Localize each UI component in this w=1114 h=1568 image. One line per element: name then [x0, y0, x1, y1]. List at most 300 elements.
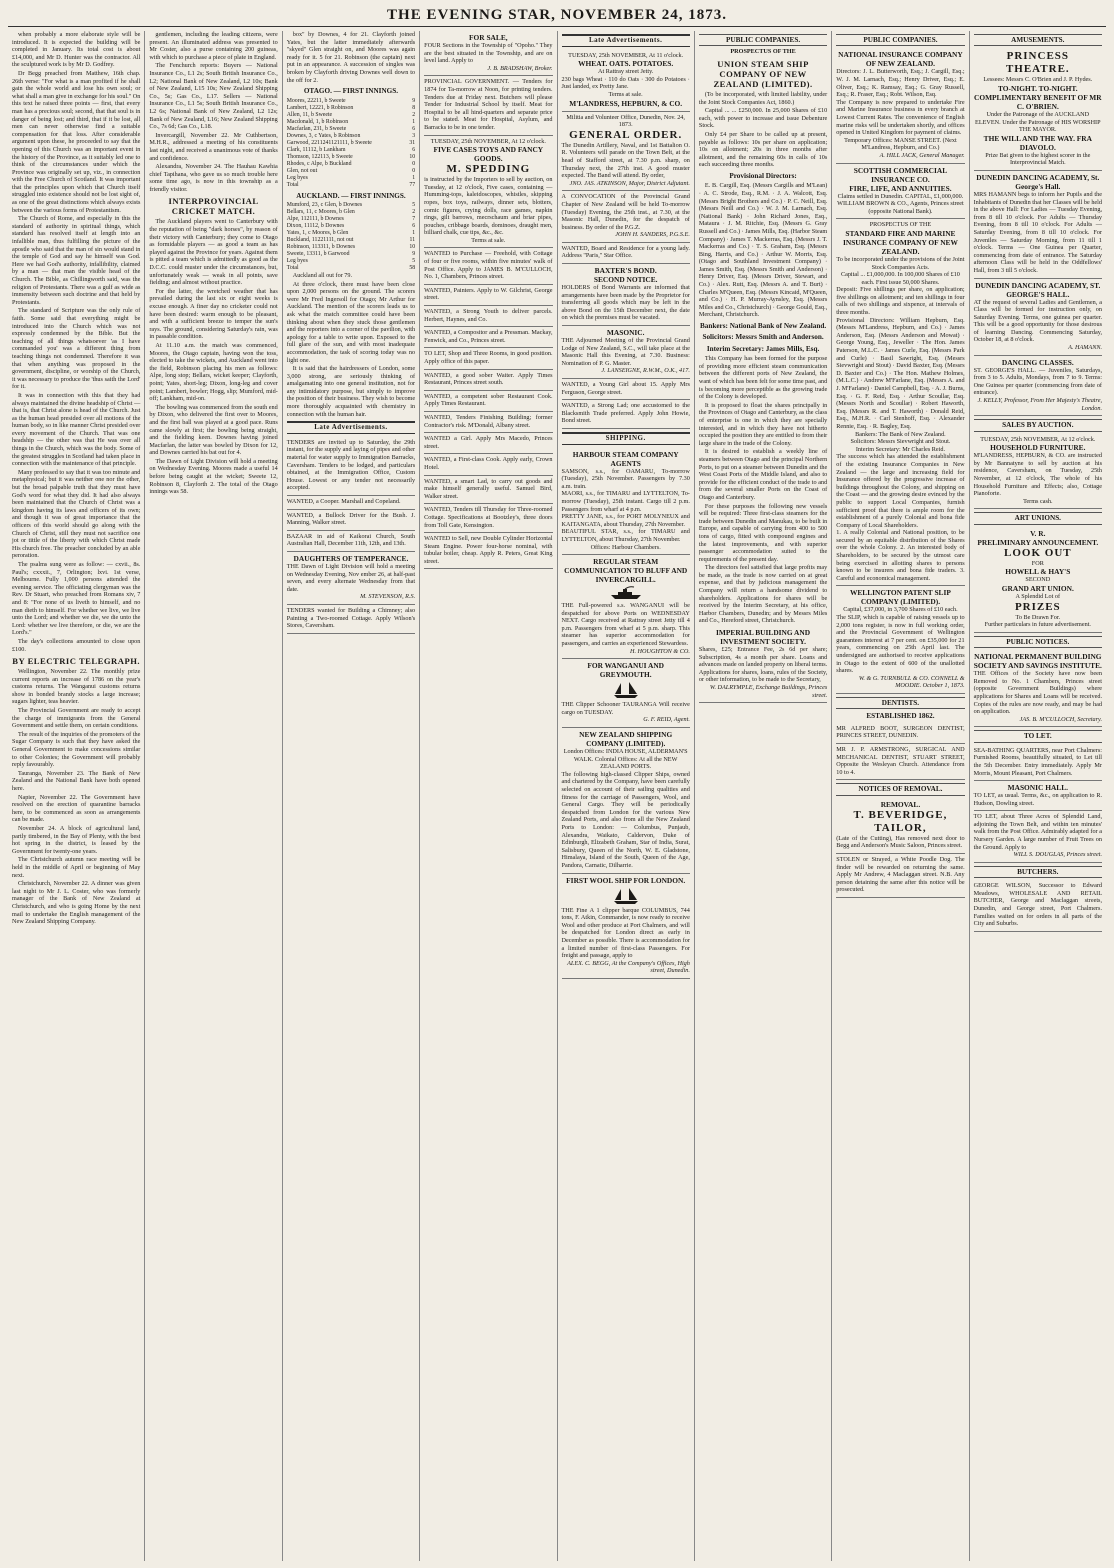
score-row [287, 258, 415, 265]
wanted-ad: WANTED, Tenders till Thursday for Three-roomed Cottage. Specifications at Bootzley's, three doors from Toll Gate, Kensington. [424, 504, 552, 533]
church-report [12, 31, 140, 653]
paragraph: gentlemen, including the leading citizens, were present. An illuminated address was presented to Mr Coster, also a purse containing 200 guineas, with which to purchase a piece of plate in England. [149, 31, 278, 61]
section-heading: AMUSEMENTS. [974, 34, 1102, 46]
paragraph: Christchurch, November 22. A dinner was given last night to Mr J. L. Coster, who was formerly manager of the Bank of New Zealand at Christchurch, and who is going Home by the next mail to undertake the English management of the New Zealand Shipping Company. [12, 880, 141, 926]
wool-ship-ad [562, 874, 690, 979]
established-line: ESTABLISHED 1862. [866, 712, 935, 721]
ad-body: The Company is now prepared to undertake Fire and Marine Insurance business in every branch at Lowest Current Rates. The convenience of English marine risks will be undertaken shortly, and offices opened in United Kingdom for payment of claims. [836, 98, 965, 137]
nz-shipping-ad [562, 728, 690, 874]
scottish-insurance-ad [836, 164, 964, 220]
directors-list: Directors: J. L. Butterworth, Esq.; J. Cargill, Esq.; W. J. M. Larnach, Esq.; Henry Driver, Esq.; E. Oliver, Esq.; K. Ramsay, Esq.; G. Gray Russell, Esq.; R. Fraser, Esq.; Robt. Wilson, Esq. [836, 68, 965, 99]
building-society-ad [974, 650, 1102, 727]
ad-title: DUNEDIN DANCING ACADEMY, ST. GEORGE'S HALL. [975, 280, 1101, 299]
batsman: Sweete, 13311, b Garwood [286, 250, 350, 257]
batsman: Garwood, 2211241121111, b Sweete [286, 139, 372, 146]
section-heading: PUBLIC COMPANIES. [699, 34, 827, 46]
tender-ad: TENDERS wanted for Building a Chimney; also Painting a Two-roomed Cottage. Apply Wilson's Stores, Caversham. [287, 605, 415, 634]
section-heading: TO LET. [974, 730, 1102, 742]
paragraph: It was in connection with this that they had always maintained the divine headship of Christ — that is, that Christ alone is head of the Church. Just as the human head presided over all motions of the human body, so in like manner Christ presided over every movement of the Church. That was one headship — the other was that He was over all things in the Church, which was the body. Some of the greatest struggles in Scotland had taken place in connection with the maintenance of that principle. [12, 391, 141, 468]
prospectus-label: PROSPECTUS OF THE [869, 221, 932, 229]
batsman: Rhodes, c Alpe, b Buckland [286, 160, 352, 167]
columns [8, 31, 1106, 1561]
paragraph: The result of the inquiries of the promoters of the Sugar Company is such that they have asked the General Government to make concessions similar to other Colonies; the Government will probably reply favourably. [12, 730, 141, 769]
batsman: Macfarlan, 231, b Sweete [286, 125, 347, 132]
wanted-ad: WANTED, Board and Residence for a young lady. Address "Paris," Star Office. [562, 243, 690, 264]
ad-body: A CONVOCATION of the Provincial Grand Chapter of New Zealand will be held To-morrow (Tuesday) Evening, the 25th inst., at 7.30, at the Masonic Hall, Dunedin, for the despatch of business. By order of the P.G.Z. [561, 193, 690, 231]
sailing-notice: SAMSON, s.s., for OAMARU, To-morrow (Tuesday), 25th November. Passengers by 7.30 a.m. train. [561, 467, 690, 490]
score-row [287, 216, 415, 223]
harbour-steam-ad [562, 448, 690, 556]
batsman: Macdonald, 1, b Robinson [286, 118, 349, 125]
art-union-ad [974, 527, 1102, 633]
second-word: SECOND [1025, 576, 1051, 584]
paragraph: when probably a more elaborate style will be introduced. It is expected the building will be completed in January. Its total cost is about £14,000, and Mr D. Hunter was the contractor. All the sculptured work is by Mr D. Godfrey. [12, 31, 141, 69]
ad-body: THE Clipper Schooner TAURANGA Will receive cargo on TUESDAY. [561, 701, 690, 716]
paragraph: The Provincial Government are ready to accept the charge of immigrants from the General Government and settle them, on certain conditions. [12, 707, 141, 730]
runs: 7 [412, 215, 416, 222]
dentist-ad: MR J. P. ARMSTRONG, SURGICAL AND MECHANICAL DENTIST, STUART STREET, Opposite the Wesleyan Church. Attendance from 10 to 4. [836, 744, 964, 780]
batsman: Total [286, 181, 299, 188]
prospectus-label: PROSPECTUS OF THE [730, 48, 796, 56]
runs: 5 [412, 257, 416, 264]
masthead-rule [8, 26, 1106, 27]
standard-insurance-ad [836, 219, 964, 586]
provincial-government-ad: PROVINCIAL GOVERNMENT. — Tenders for 1874 for Ta-morrow at Noon, for printing tenders. Tenders due at Friday next. Butchers will please Tender for Industrial School by itself. Meat for Hospital to be all hind-quarters and separate price to be stated. Meat for Hospital, Asylum, and Barracks to be in one tender. [424, 76, 552, 135]
ad-offices: London Offices: INDIA HOUSE, ALDERMAN'S WALK. Colonial Offices: At all the NEW ZEALAND PORTS. [563, 748, 688, 771]
for-word: FOR [1031, 559, 1044, 567]
ad-body: is instructed by the Importers to sell by auction, on Tuesday, at 12 o'clock, Five cases, containing — Humming-tops, kaleidoscopes, whistles, skipping ropes, box toys, railways, dinner sets, blotters, comic figures, crying dolls, race games, napkin rings, gilt barrows, mecrschaum and briar pipes, pouches, cribbage boards, dominoes, draught men, billiard chalk, cue tips, &c., &c. [424, 176, 553, 237]
masonic-ad [562, 326, 690, 379]
ad-terms: Deposit: Five shillings per share, on application; five shillings on allotment; and ten shillings in four calls of two shillings and sixpence, at intervals of three months. [836, 286, 965, 317]
royal-cipher: V. R. [1030, 528, 1046, 538]
ad-title: MASONIC HALL. [1007, 783, 1068, 793]
firm-name: M'LANDRESS, HEPBURN, & CO. [569, 98, 683, 108]
section-heading: NOTICES OF REMOVAL. [836, 783, 964, 795]
sailing-ship-icon [611, 681, 641, 699]
paragraph: It is proposed to float the shares principally in the Provinces of Otago and Canterbury, as the class of enterprise is one in which they are specially interested, and in which they have not hitherto occupied the position they are entitled to from their large share in the trade of the Colony. [698, 401, 828, 447]
bankers: Bankers: National Bank of New Zealand. [699, 322, 827, 331]
wanted-ad: WANTED, a Cooper. Marshall and Copeland. [287, 496, 415, 510]
batsman: Mumford, 23, c Glen, b Downes [286, 201, 363, 208]
paragraph: The Auckland players went to Canterbury with the reputation of being "dark horses", by reason of their victory with Canterbury; they come to Otago as formidable players — as good a team as has played against the Province for years. Against them is pitted a team which is admittedly as good as the D.C.C. could muster under the circumstances, but, unfortunately weak — weak in all points, save fielding; and almost without practice. [149, 218, 278, 287]
column-7 [831, 31, 968, 1561]
runs: 58 [409, 264, 416, 271]
sailing-notice: PRETTY JANE, s.s., for PORT MOLYNEUX and KAITANGATA, about Thursday, 27th November. [561, 513, 690, 528]
ad-signature: A. HILL JACK, General Manager. [879, 151, 965, 159]
ad-signature: WILLIAM BROWN & CO., Agents, Princes street (opposite National Bank). [837, 200, 964, 215]
solicitors: Solicitors: Messrs Sievwright and Stout. [850, 438, 951, 446]
secretary: Interim Secretary: Mr Charles Reid. [855, 445, 946, 453]
capital-line: Capital ... £1,000,000. In 100,000 Shares of £10 each. First issue 50,000 Shares. [840, 271, 960, 286]
ad-body: The success which has attended the establishment of the existing Insurance Companies in New Zealand — the large and increasing field for Insurance offered by the progressive increase of buildings throughout the Colony, and shipping on the Coast — and the growing desire evinced by the public to support Local Companies, furnish sufficient proof that there is ample room for the establishment of a purely Colonial and bona fide Company of Local Shareholders. [836, 453, 965, 529]
paragraph: Many professed to say that it was too minute and metaphysical; but it was neither one nor the other, but the broad palpable truth that they must have God's word for what they did. It had also always been maintained that the Church of Christ was a kingdom having its laws and officers of its own; and though it was of great importance that the officers of this world should go along with the Church of Christ, still they must not sacrifice one jot or tittle of the liberty with which Christ made His church free. The preacher concluded by an able peroration. [12, 468, 141, 560]
grand-line: GRAND ART UNION. [1001, 583, 1074, 593]
ad-signature: M. STEVENSON, R.S. [360, 593, 416, 601]
firm-name: HOWELL & HAY'S [1005, 567, 1071, 577]
ad-title: FIVE CASES TOYS AND FANCY GOODS. [433, 145, 544, 164]
auctioneer-name: M. SPEDDING [446, 163, 531, 176]
directors-list: E. B. Cargill, Esq. (Messrs Cargills and M'Lean) · A. C. Strode, Esq., R.M. · J. A. Walcott, Esq. (Messrs Bright Brothers and Co.) · P. C. Neill, Esq. (Messrs Neill and Co.) · W. J. M. Larnach, Esq. (National Bank) · John Richard Jones, Esq., Mataura · J. M. Ritchie, Esq. (Messrs G. Gray Russell and Co.) · James Mills, Esq. (Harbor Steam Company) · James T. Mackerras, Esq. (Messrs J. T. Mackerras and Co.) · T. S. Graham, Esq. (Messrs Bing, Harris, and Co.) · Arthur W. Morris, Esq. (Otago and Southland Investment Company) · James Smith, Esq. (Messrs Smith and Anderson) · Henry Driver, Esq. (Messrs Driver, Stewart, and Co.) · Alex. Rutt, Esq. (Messrs A. and T. Burt) · Charles M'Queen, Esq. (Messrs Kincaid, M'Queen, and Co.) · H. P. Murray-Aynsley, Esq. (Messrs Miles and Co., Christchurch) · George Gould, Esq., Merchant, Christchurch. [698, 182, 828, 319]
score-row [287, 105, 415, 112]
dancing-academy-ad [974, 279, 1102, 356]
produce-sale-ad [562, 50, 690, 112]
ad-signature: W. DALRYMPLE, Exchange Buildings, Princes street. [709, 684, 828, 699]
ad-terms: Terms cash. [1023, 497, 1053, 505]
ad-signature: H. HOUGHTON & CO. [629, 647, 690, 655]
score-row [287, 112, 415, 119]
ad-title: BAXTER'S BOND. [594, 266, 657, 276]
steamship-icon [609, 586, 643, 600]
batsman: Allen, 11, b Sweete [286, 111, 333, 118]
auction-date: TUESDAY, 25th NOVEMBER, At 12 o'clock. [430, 137, 546, 145]
ad-title: T. BEVERIDGE, TAILOR, [853, 808, 948, 834]
score-row [287, 168, 415, 175]
wanted-ad: WANTED, a Young Girl about 15. Apply Mrs Ferguson, George street. [562, 379, 690, 400]
play-title: THE WILL AND THE WAY. FRA DIAVOLO. [983, 133, 1092, 152]
wanted-ad: WANTED, a Strong Youth to deliver parcels. Herbert, Haynes, and Co. [424, 306, 552, 327]
batsman: Bellars, 11, c Moores, b Glen [286, 208, 355, 215]
for-sale-ad [424, 31, 552, 76]
theatre-ad [974, 48, 1102, 171]
capital-line: Capital, £37,000, in 3,700 Shares of £10 each. [843, 606, 958, 614]
ad-title: GENERAL ORDER. [569, 128, 683, 141]
batsman: Glen, not out [286, 167, 318, 174]
section-heading: BUTCHERS. [974, 866, 1102, 878]
wanted-ad: WANTED a Girl. Apply Mrs Macedo, Princes street. [424, 433, 552, 454]
ad-title: PRINCESS THEATRE. [1005, 50, 1070, 76]
ad-title: HARBOUR STEAM COMPANY AGENTS [572, 449, 679, 468]
ad-title: FOR SALE, [469, 33, 508, 42]
score-row [287, 237, 415, 244]
directors-list: Provisional Directors: William Hepburn, Esq. (Messrs M'Landress, Hepburn, and Co.) · James Anderson, Esq. (Messrs Anderson and Mowat) · George Young, Esq., Jeweller · The Hon. James Paterson, M.L.C. · James Curle, Esq. (Messrs Park and Curle) · Basil Sawright, Esq. (Messrs Sievwright and Stout) · David Baxter, Esq. (Messrs D. Baxter and Co.) · The Hon. Mathew Holmes, (M.L.C.) · Andrew M'Farlane, Esq. (Messrs A. and J. M'Farlane) · Daniel Campbell, Esq. · A. J. Burns, Esq. · G. F. Reid, Esq. · Arthur Scoullar, Esq. (Messrs North and Scoullar) · Robert Haworth, Esq. (Messrs R. and T. Haworth) · Donald Reid, Esq., M.H.R. · Carl Stenhoff, Esq. · Alexander Rennie, Esq. · R. Bagley, Esq. [836, 316, 965, 430]
ad-body: Shares, £25; Entrance Fee, 2s 6d per share; Subscription, 4s a month per share. Loans and advances made on landed property on liberal terms. Applications for shares, loans, rules of the Society, or other information, to be made to the Secretary, [698, 646, 828, 684]
batsman: Lambert, 12221, b Robinson [286, 104, 354, 111]
ad-title: NEW ZEALAND SHIPPING COMPANY (LIMITED). [579, 730, 673, 749]
telegraph-news [12, 668, 140, 926]
paragraph: The Church of Rome, and especially in this the standard of authority in spiritual things, which standard has resolved itself at length into an infallible man, thus fulfilling the picture of the apostle who said that the man of sin would stand in the temple of God and say he himself was God. Here we had God's authority, infallibility, claimed by a man — that man the visible head of the Church. The Bible, as Chillingworth said, was the religion of Protestants. There was a gulf as wide as immensity between such doctrine and that held by Protestants. [12, 215, 141, 306]
ad-signature: ALEX. C. BEGG, At the Company's Offices, High street, Dunedin. [567, 959, 690, 975]
to-let-ad [974, 811, 1102, 863]
ad-title: NATIONAL INSURANCE COMPANY OF NEW ZEALAND. [838, 50, 963, 69]
ad-signature: JAS. B. M'CULLOCH, Secretary. [1019, 715, 1102, 723]
cricket-heading: INTERPROVINCIAL CRICKET MATCH. [168, 196, 259, 217]
ad-title: NATIONAL PERMANENT BUILDING SOCIETY AND SAVINGS INSTITUTE. [973, 652, 1102, 671]
ad-title: DAUGHTERS OF TEMPERANCE. [293, 553, 409, 563]
ad-body: TO LET, about Three Acres of Splendid Land, adjoining the Town Belt, and within ten minutes' walk from the Post Office. Admirably adapted for a Nursery Garden. A large number of Fruit Trees on the Ground. Apply to [973, 813, 1102, 851]
bankers: Bankers: The Bank of New Zealand. [855, 430, 946, 438]
paragraph: Alexandra, November 24. The Hauhau Kawhia chief Tapihana, who gave us so much trouble here some time ago, is now in this township as a friendly visitor. [149, 163, 278, 193]
runs: 5 [412, 201, 416, 208]
solicitors: Solicitors: Messrs Smith and Anderson. [702, 333, 824, 342]
paragraph: The directors feel satisfied that large profits may be made, as the trade is now carried on at great expense, and that by judicious management the Company will return a handsome dividend to shareholders. Applications for shares will be received by the Interim Secretary, at his office, Harbor Chambers, Dunedin; and by Messrs Miles and Co., Hereford street, Christchurch. [698, 564, 828, 625]
column-4 [419, 31, 556, 1561]
runs: 1 [412, 174, 416, 181]
ad-subtitle: REMOVAL. [880, 799, 921, 809]
score-row [287, 147, 415, 154]
runs: 9 [412, 250, 416, 257]
paragraph: This Company has been formed for the purpose of providing more efficient steam communication between the different ports of New Zealand, the want of which has been felt for some time past, and is becoming more perceptible as the growing trade of the Colony is developed. [698, 355, 828, 401]
paragraph: The day's collections amounted to close upon £100. [12, 637, 141, 653]
column-5 [557, 31, 694, 1561]
runs: 6 [412, 146, 416, 153]
ad-body: (Late of the Cutting), Has removed next door to Begg and Anderson's Music Saloon, Princes street. [836, 834, 965, 850]
patent-slip-ad [836, 586, 964, 694]
splendid-line: A Splendid Lot of [1015, 592, 1061, 600]
ad-title: HOUSEHOLD FURNITURE. [990, 443, 1086, 453]
runs: 31 [409, 139, 416, 146]
ad-body: ST. GEORGE'S HALL. — Juveniles, Saturdays, from 3 to 5. Adults, Mondays, from 7 to 9. Terms: One Guinea per quarter (commencing from date of entrance). [973, 366, 1102, 397]
score-row [287, 209, 415, 216]
bond-notice-ad [562, 264, 690, 326]
batsman: Total [286, 264, 299, 271]
further-line: Further particulars in future advertisement. [984, 621, 1091, 629]
runs: 3 [412, 132, 416, 139]
paragraph: The Christchurch autumn race meeting will be held in the middle of April or beginning of May next. [12, 856, 141, 879]
batsman: Buckland, 11221111, not out [286, 236, 354, 243]
section-heading: PUBLIC NOTICES. [974, 636, 1102, 648]
auction-ad [424, 136, 552, 249]
paragraph: Only £4 per Share to be called up at present, payable as follows: 10s per share on application; 10s on allotment; 20s in three months after allotment, and the remaining 60s in calls of 10s each succeeding three months. [698, 130, 828, 169]
ad-signature: WILL S. DOUGLAS, Princes street. [1013, 851, 1102, 859]
sale-date: TUESDAY, 25th NOVEMBER, At 11 o'clock. [568, 51, 684, 59]
late-ads-heading: Late Advertisements. [562, 34, 690, 47]
sailing-notice: MAORI, s.s., for TIMARU and LYTTELTON, To-morrow (Tuesday), 25th instant. Cargo till 2 p.m. Passengers from wharf at 4 p.m. [561, 490, 690, 513]
ad-title: PRELIMINARY ANNOUNCEMENT. [977, 537, 1099, 547]
paragraph: The psalms sung were as follow: — cxvii., 8s. Paul's; cxxxii., 7, Orlington; lxvi. 1st verse, Melbourne. Fully 1,000 persons attended the evening service. The officiating clergyman was the Rev. Dr Stuart, who preached from Romans xiv, 7 and 8: "For none of us liveth to himself, and no man dieth to himself. For whether we live, we live unto the Lord; and whether we die, we die unto the Lord: whether we live therefore, or die, we are the Lord's." [12, 560, 141, 637]
wanted-ad: WANTED to Sell, new Double Cylinder Horizontal Steam Engine. Power four-horse nominal, with tubular boiler, cheap. Apply R. Peters, Great King street. [424, 533, 552, 569]
ad-signature: G. F. REID, Agent. [643, 716, 690, 724]
paragraph: Wellington, November 22. The monthly prize current reports an increase of 1786 on the year's customs returns. The Wanganui customs returns show in bonded brandy stocks a large increase; sugars lighter, teas heavier. [12, 668, 141, 706]
paragraph: It is desired to establish a weekly line of steamers between Otago and the principal Northern Ports, to put on a steamer between Dunedin and the West Coast Ports of the Middle Island, and also to provide for the efficient conduct of the trade to and from the several smaller Ports on the Coast of Otago and Canterbury. [698, 448, 828, 501]
runs: 10 [409, 243, 416, 250]
wanted-ad: WANTED to Purchase — Freehold, with Cottage of four or five rooms, within five minutes' walk of Post Office. Apply to JAMES B. M'CULLOCH, No. 1, Chambers, Princes street. [424, 248, 552, 284]
prize-line: Prize Bat given to the highest scorer in the Interprovincial Match. [985, 151, 1091, 167]
ad-dateline: Militia and Volunteer Office, Dunedin, Nov. 24, 1873. [566, 113, 685, 129]
paragraph: For these purposes the following new vessels will be required: Three first-class steamers for the trade between Dunedin and Manukau, to be built in Europe, and capable of carrying from 400 to 500 tons of cargo, fitted with compound engines and the latest improvements, and with superior passenger accommodation suited to the requirements of the present day. [698, 502, 828, 563]
score-row [287, 175, 415, 182]
telegraph-heading: BY ELECTRIC TELEGRAPH. [12, 656, 141, 667]
ad-title: DANCING CLASSES. [1001, 357, 1074, 367]
score-row [287, 133, 415, 140]
dentist-ad: MR ALFRED BOOT, SURGEON DENTIST, PRINCES STREET, DUNEDIN. [836, 723, 964, 744]
auction-date: TUESDAY, 25th NOVEMBER, At 12 o'clock. [980, 435, 1096, 443]
company-name: UNION STEAM SHIP COMPANY OF NEW ZEALAND (LIMITED). [713, 59, 813, 89]
lessees: Lessees: Messrs C. O'Brien and J. P. Hydes. [983, 76, 1093, 84]
masthead: THE EVENING STAR, NOVEMBER 24, 1873. [387, 7, 727, 23]
paragraph: The Fenchurch reports: Buyers — National Insurance Co., L1 2s; South British Insurance Co., L2; National Bank of New Zealand, L2 10s; Bank of New Zealand, L15 10s; New Zealand Shipping Co., 5s; Gas Co., L17. Sellers — National Insurance Co., L1 5s; South British Insurance Co., L2 6s; National Bank of New Zealand, L2 12s; Bank of New Zealand, L16; New Zealand Shipping Co., 7s 6d; Gas Co., L18. [149, 62, 278, 131]
ad-signature: JOHN H. SANDERS, P.G.S.E. [615, 231, 690, 239]
ad-signature: J. KELLY, Professor, From Her Majesty's Theatre, London. [977, 397, 1102, 412]
ad-title: SCOTTISH COMMERCIAL INSURANCE CO. [853, 165, 948, 184]
scorecard-auckland [287, 202, 415, 272]
sale-place: At Rattray street Jetty. [598, 68, 654, 76]
paragraph: Invercargill, November 22. Mr Cuthbertson, M.H.R., addressed a meeting of his constituents last night, and received a unanimous vote of thanks and confidence. [149, 131, 278, 162]
ad-signature: J. LANSEIGNE, R.W.M., O.K., 417. [601, 367, 690, 375]
imperial-society-ad [699, 626, 827, 703]
paragraph: Dr Begg preached from Matthew, 16th chap. 26th verse: "For what is a man profited if he shall gain the whole world and lose his own soul; or what shall a man give in exchange for his soul." On this text he raised three points — first, that every man has a precious soul; second, that that soul is in danger of being lost; and third, that if it be lost, all men can never otherwise find a suitable compensation for that loss. After considerable argument upon these, he proceeded to say that the opening of this Church was an important event in the history of the Province, as it suitably led one to think of the circumstances under which the Province was originally set up, viz., in connection with the Free Church of Scotland. It was important that the principles upon which that Church itself struggled into existence should not be lost sight of, as one of the great distinctions which always exists between the various forms of Protestantism. [12, 69, 141, 214]
ad-body: THE Offices of the Society have now been Removed to No. 1 Chambers, Princes street (opposite Government Buildings) where applications for Shares and Loans will be received. Copies of the rules are now ready, and may be had on application. [973, 670, 1102, 716]
wanted-ad: WANTED, a good sober Waiter. Apply Times Restaurant, Princes street south. [424, 370, 552, 391]
column-2 [144, 31, 281, 1561]
removal-ad [836, 798, 964, 854]
butcher-ad: GEORGE WILSON, Successor to Edward Meadows, WHOLESALE AND RETAIL BUTCHER, George and Maclaggan streets, Dunedin, and George street, Port Chalmers. Families waited on for orders in all parts of the City and Suburbs. [974, 880, 1102, 932]
prizes-line: PRIZES [1014, 600, 1061, 613]
ad-body: The SLIP, which is capable of raising vessels up to 2,000 tons register, is now in full working order, and the Provincial Government of Wellington guarantees interest at 7 per cent. on £35,000 for 21 years, commencing on 25th April last. The undersigned are authorised to receive applications in Otago to the extent of 600 of the unallotted shares. [836, 614, 965, 675]
runs: 6 [412, 125, 416, 132]
wanted-ad: WANTED, Tenders Finishing Building; former Contractor's risk. M'Donald, Albany street. [424, 412, 552, 433]
batsman: Yates, 1, c Moores, b Glen [286, 229, 349, 236]
greymouth-schooner-ad [562, 659, 690, 728]
tonight-line: TO-NIGHT. TO-NIGHT. [998, 84, 1078, 93]
ad-offices: Temporary Offices: MANSE STREET. (Next M'Landress, Hepburn, and Co.) [844, 136, 957, 152]
score-heading-auckland: AUCKLAND. — FIRST INNINGS. [296, 191, 406, 200]
paragraph: At three o'clock, there must have been close upon 2,000 persons on the ground. The scorers were Mr Fred Ingersoll for Otago; Mr Arthur for Auckland. The mention of the scorers leads us to ask what the match committee could have been thinking about when they stuck those gentlemen and the reporters into a corner of the pavilion, with apology for a table to write upon. Exposed to the full glare of the sun, and with most inadequate accommodation, the task of scoring today was no light one. [286, 280, 416, 364]
ad-subtitle: To be incorporated under the provisions of the Joint Stock Companies Acts. [836, 255, 965, 271]
ad-signature: W. & G. TURNBULL & CO. CONNELL & MOODIE. October 1, 1873. [858, 674, 965, 690]
ad-body: THE Fine A 1 clipper barque COLUMBUS, 744 tons, F. Atkin, Commander, is now ready to receive Wool and other produce at Port Chalmers, and will be despatched for London direct as early in December as possible. There is accommodation for a limited number of first-class Passengers. For freight and passage, apply to [561, 906, 690, 960]
temperance-ad [287, 552, 415, 605]
bazaar-ad: BAZAAR in aid of Kaikorai Church, South Australian Hall, December 11th, 12th, and 13th. [287, 531, 415, 552]
ad-body: Claims settled in Dunedin. CAPITAL, £1,000,000. [837, 192, 964, 200]
section-heading: SALES BY AUCTION. [974, 419, 1102, 431]
score-row [287, 202, 415, 209]
patronage-line: Under the Patronage of the AUCKLAND ELEVEN. Under the Patronage of HIS WORSHIP THE MAYOR. [975, 111, 1101, 134]
column-6 [694, 31, 831, 1561]
ad-title: IMPERIAL BUILDING AND INVESTMENT SOCIETY. [716, 628, 811, 647]
ad-body: THE Dawn of Light Division will hold a meeting on Wednesday Evening, Nov ember 26, at half-past seven, and every alternate Wednesday from that date. [286, 562, 416, 593]
paragraph: Tauranga, November 23. The Bank of New Zealand and the National Bank have both opened here. [12, 769, 141, 792]
paragraph: The bowling was commenced from the south end by Dixon, who delivered the first over to Moores, and the first ball was played at a good pace. Runs came slowly at first; the bowling being straight, and the fielding keen. Downes having joined Macfarlan, the latter was bowled by Dixon for 12, and Downes carried his bat out for 4. [149, 403, 278, 457]
convocation-ad [562, 191, 690, 243]
masonic-hall-ad [974, 781, 1102, 811]
score-row [287, 98, 415, 105]
wanted-ad: WANTED, Painters. Apply to W. Gilchrist, George street. [424, 285, 552, 306]
wanted-ad: WANTED, a smart Lad, to carry out goods and make himself generally useful. Samuel Bird, Walker street. [424, 476, 552, 505]
furniture-auction-ad [974, 434, 1102, 510]
paragraph: It is said that the hairdressers of London, some 3,000 strong, are seriously thinking of amalgamating into one general institution, not for any intimidatory purpose, but simply to improve the position of their business. They wish to become more thoroughly acquainted with chemistry in connection with the human hair. [286, 365, 416, 418]
general-order-ad [562, 112, 690, 192]
paragraph: (To be incorporated, with limited liability, under the Joint Stock Companies Act, 1860.) [698, 91, 828, 106]
ad-body: TO LET, as usual. Terms, &c., on application to R. Hudson, Dowling street. [973, 792, 1102, 807]
section-heading: ART UNIONS. [974, 512, 1102, 524]
to-let-ad: SEA-BATHING QUARTERS, near Port Chalmers: Furnished Rooms, beautifully situated, to Let till the 5th December. Entry immediately. Apply Mr Morris, Mount Pleasant, Port Chalmers. [974, 745, 1102, 781]
secretary: Interim Secretary: James Mills, Esq. [706, 344, 820, 353]
score-row [287, 161, 415, 168]
to-let-ad: TO LET, Shop and Three Rooms, in good position. Apply office of this paper. [424, 348, 552, 369]
bluff-steamer-ad [562, 555, 690, 659]
score-row [287, 154, 415, 161]
wanted-ad: WANTED, a Bullock Driver for the Bush. J. Manning, Walker street. [287, 510, 415, 531]
drawn-line: To Be Drawn For. [1015, 613, 1061, 621]
column-8 [969, 31, 1106, 1561]
score-row [287, 182, 415, 189]
sailing-notice: BEAUTIFUL STAR, s.s., for TIMARU and LYTTELTON, about Thursday, 27th November. [561, 528, 690, 543]
column-3 [282, 31, 419, 1561]
score-row [287, 126, 415, 133]
runs: 9 [412, 97, 416, 104]
batsman: Clark, 11112, b Lankham [286, 146, 346, 153]
batsman: Thomson, 122113, b Sweete [286, 153, 353, 160]
runs: 1 [412, 229, 416, 236]
paragraph: At 11.10 a.m. the match was commenced, Moores, the Otago captain, having won the toss, elected to take the wickets, and Auckland went into the field, Robinson placing his men as follows: Alpe, long stop; Bellars, wicket keeper; Clayforth, point; Yates, short-leg; Dixon, long-leg and cover point; Lambert, bowler; Hogg, slip; Mumford, mid-off; Lankham, mid-on. [149, 341, 278, 403]
ad-title: DUNEDIN DANCING ACADEMY, St. George's Hall. [976, 172, 1100, 191]
paragraph: The standard of Scripture was the only rule of faith. Some said that everything might be introduced into the Church which was not expressly condemned by the Bible. But the teaching of all things whatsoever 'as I have commanded you' was a different thing from teaching things not condemned. Therefore it was that when anything was proposed in the government, discipline, or worship of the Church, it was necessary to produce the 'thus saith the Lord' for it. [12, 307, 141, 391]
wanted-ad: WANTED, a First-class Cook. Apply early, Crown Hotel. [424, 454, 552, 475]
runs: 0 [412, 160, 416, 167]
score-row [287, 230, 415, 237]
runs: 2 [412, 208, 416, 215]
wanted-ad: WANTED, a competent sober Restaurant Cook. Apply Times Restaurant. [424, 391, 552, 412]
ad-title: FOR WANGANUI AND GREYMOUTH. [587, 661, 665, 680]
score-heading-otago: OTAGO. — FIRST INNINGS. [303, 87, 399, 96]
ad-body: AT the request of several Ladies and Gentlemen, a Class will be formed for instruction only, on Saturday Evening. Terms, one guinea per quarter. This will be a good opportunity for those desirous of learning Dancing. Commencing Saturday, October 18, at 8 o'clock. [973, 298, 1102, 344]
batsman: Leg byes [286, 174, 308, 181]
score-row [287, 223, 415, 230]
sale-lots: 230 bags Wheat · 110 do Oats · 300 do Potatoes · Just landed, ex Pretty Jane. [561, 75, 690, 91]
dancing-academy-ad [974, 171, 1102, 279]
paragraph: Auckland all out for 79. [292, 271, 353, 279]
batsman: Robinson, 113311, b Downes [286, 243, 356, 250]
ad-body: MRS HAMANN begs to inform her Pupils and the Inhabitants of Dunedin that her Classes will be held in the above Hall: For Ladies — Tuesday Evening, from 8 till 10 o'clock. For Adults — Thursday Evening, from 8 till 10 o'clock. For Adults — Saturday Evening, from 8 till 10 o'clock. For Juveniles — Saturday Morning, from 11 till 1 o'clock. Terms — One Guinea per Quarter, commencing from date of entrance. The Saturday afternoon Class will be held in the Oddfellows' Hall, from 3 till 5 o'clock. [973, 190, 1102, 274]
late-ads-heading: Late Advertisements. [287, 421, 415, 434]
batsman: Dixon, 11112, b Downes [286, 222, 345, 229]
batsman: Alpe, 112111, b Downes [286, 215, 344, 222]
score-row [287, 251, 415, 258]
sailing-ship-icon [611, 887, 641, 905]
directors-heading: Provisional Directors: [729, 171, 797, 180]
score-row [287, 140, 415, 147]
paragraph: The Dawn of Light Division will hold a meeting on Wednesday Evening. Moores made a useful 14 before being caught at the wicket; Sweete 12, Robinson 8, Clayforth 2. The total of the Otago innings was 58. [149, 457, 278, 496]
ad-body: HOLDERS of Bond Warrants are informed that arrangements have been made by the Proprietor for transferring all goods which may be left in the above Bond on the 15th December next, the date on which the premises must be vacated. [561, 284, 690, 322]
scorecard-otago [287, 98, 415, 189]
ad-body: FOUR Sections in the Township of "Opoho." They are the best situated in the Township, and are on level land. Apply to [424, 42, 553, 65]
batsman: Leg byes [286, 257, 308, 264]
paragraph: Capital ... ... £250,000. In 25,000 Shares of £10 each, with power to increase and issue Debenture Stock. [698, 107, 828, 130]
shipping-heading: SHIPPING. [562, 432, 690, 445]
runs: 6 [412, 222, 416, 229]
runs: 77 [409, 181, 416, 188]
ad-title: REGULAR STEAM COMMUNICATION TO BLUFF AND INVERCARGILL. [564, 557, 688, 585]
score-row [287, 265, 415, 272]
ad-title: FIRST WOOL SHIP FOR LONDON. [566, 875, 686, 885]
wanted-ad: WANTED, a Strong Lad; one accustomed to the Blacksmith Trade preferred. Apply John Howie, Bond street. [562, 400, 690, 429]
dancing-classes-ad [974, 356, 1102, 417]
ad-title: WELLINGTON PATENT SLIP COMPANY (LIMITED). [849, 588, 951, 607]
ad-title: WHEAT. OATS. POTATOES. [578, 59, 674, 69]
ad-subtitle: FIRE, LIFE, AND ANNUITIES. [849, 183, 952, 193]
ad-body: The following high-classed Clipper Ships, owned and chartered by the Company, have been carefully selected on account of their sailing qualities and fitness for the carriage of Passengers, Wool, and General Cargo. They will be periodically despatched from London for the various New Zealand Ports, and also from all the New Zealand Ports to London: — Columbus, Punjaub, Alexandra, Waikato, Caldervon, Duke of Edinburgh, Elizabeth Graham, Star of India, Surat, Salisbury, Queen of the North, W. E. Gladstone, Himalaya, Island of the South, Queen of the Age, Pandora, Carnatic, Dilharrie. [561, 770, 690, 869]
runs: 8 [412, 104, 416, 111]
paragraph: For the latter, the wretched weather that has prevailed during the last six or eight weeks is excuse enough. A finer day no cricketer could not have been desired: warm enough to be pleasant, and with a sufficient breeze to temper the sun's rays. The ground, considering Saturday's rain, was in passable condition. [149, 287, 278, 341]
runs: 10 [409, 153, 416, 160]
ad-body: M'LANDRESS, HEPBURN, & CO. are instructed by Mr Bannatyne to sell by auction at his residence, Caversham, on Tuesday, 25th November, at 12 o'clock, The whole of his Household Furniture and Effects; also, Cottage Pianoforte. [973, 452, 1102, 498]
paragraph: November 24. A block of agricultural land, partly timbered, in the Bay of Plenty, with the best hot spring in the district, is leased by the Government for twenty-one years. [12, 824, 141, 855]
ad-body: THE Full-powered s.s. WANGANUI will be despatched for above Ports on WEDNESDAY NEXT. Cargo received at Rattray street Jetty till 4 p.m. Passengers from wharf at 5 p.m. sharp. This steamer has superior accommodation for passengers, and carries an experienced Stewardess. [561, 602, 690, 648]
ad-body: THE Adjourned Meeting of the Provincial Grand Lodge of New Zealand, S.C., will take place at the Masonic Hall this Evening, at 7.30. Business: Nomination of P. G. Master. [561, 337, 690, 367]
ad-title: MASONIC. [606, 328, 645, 338]
ad-title: STANDARD FIRE AND MARINE INSURANCE COMPANY OF NEW ZEALAND. [842, 228, 958, 256]
paragraph: Napier, November 22. The Government have resolved on the erection of quarantine barracks here, to be commenced as soon as arrangements can be made. [12, 793, 141, 824]
runs: 0 [412, 167, 416, 174]
ad-signature: J. B. BRADSHAW, Broker. [487, 64, 553, 72]
ad-footer: Offices: Harbour Chambers. [590, 543, 661, 551]
ad-body: The Dunedin Artillery, Naval, and 1st Battalion O. R. Volunteers will parade on the Town Belt, at the head of Stafford street, at 7.30 p.m. sharp, on Thursday next, the 27th inst. A good muster expected. The Band will attend. By order, [561, 141, 690, 180]
ad-signature: A. HAMANN. [1068, 344, 1102, 352]
section-heading: PUBLIC COMPANIES. [836, 34, 964, 46]
batsman: Moores, 22211, b Sweete [286, 97, 346, 104]
ad-subtitle: SECOND NOTICE. [593, 275, 658, 285]
score-row [287, 244, 415, 251]
